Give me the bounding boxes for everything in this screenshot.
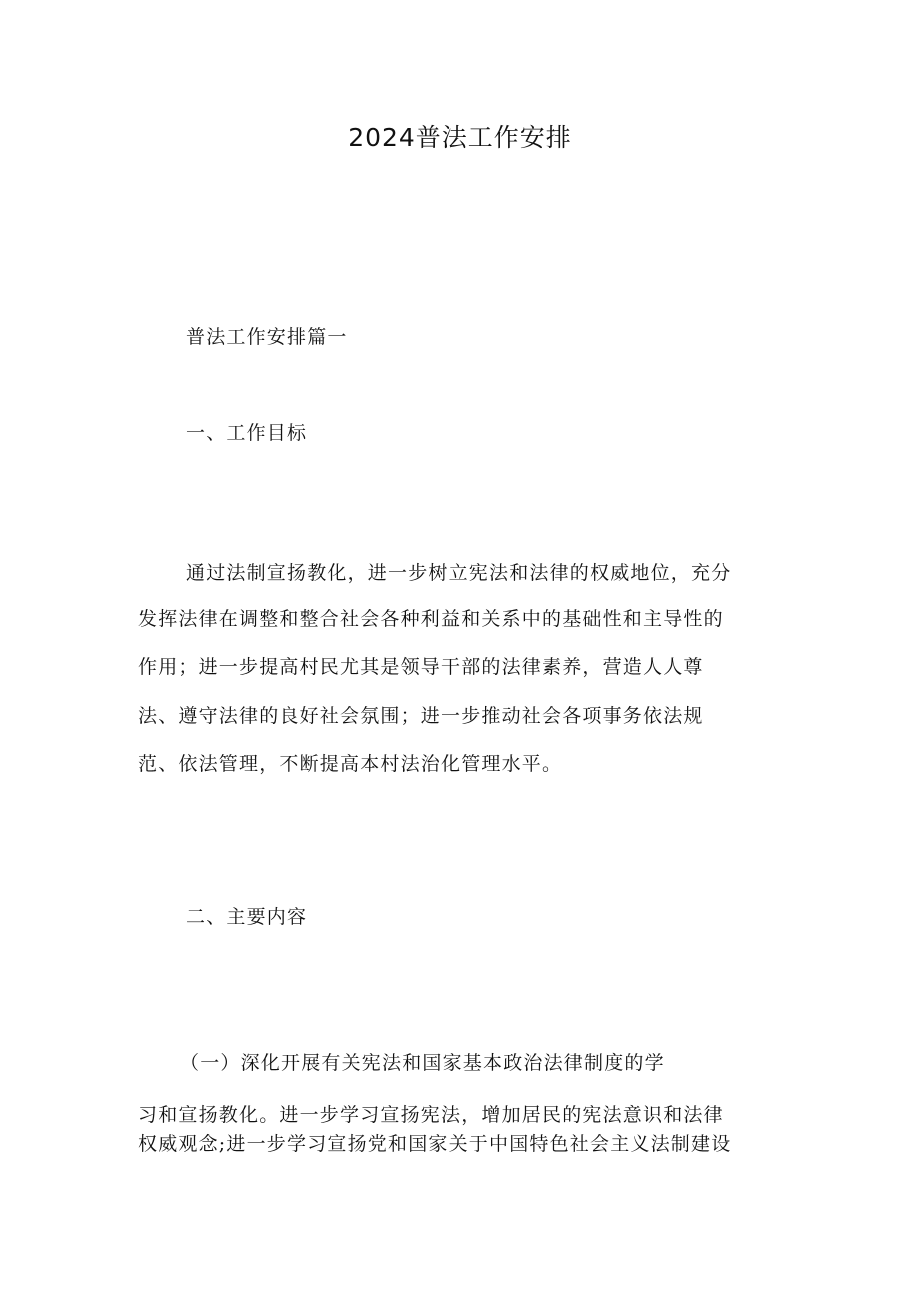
paragraph-line: 发挥法律在调整和整合社会各种利益和关系中的基础性和主导性的: [138, 608, 724, 630]
section-heading: 普法工作安排篇一: [186, 326, 348, 348]
heading-work-goals: 一、工作目标: [186, 422, 308, 444]
document-title: 2024普法工作安排: [348, 123, 572, 152]
paragraph-line: 权威观念;进一步学习宣扬党和国家关于中国特色社会主义法制建设: [138, 1133, 732, 1155]
paragraph-line: 作用；进一步提高村民尤其是领导干部的法律素养，营造人人尊: [138, 656, 704, 678]
paragraph-line: 通过法制宣扬教化，进一步树立宪法和法律的权威地位，充分: [186, 562, 732, 584]
paragraph-line: 范、依法管理，不断提高本村法治化管理水平。: [138, 753, 563, 775]
paragraph-line: （一）深化开展有关宪法和国家基本政治法律制度的学: [180, 1052, 665, 1074]
paragraph-line: 法、遵守法律的良好社会氛围；进一步推动社会各项事务依法规: [138, 705, 704, 727]
heading-main-content: 二、主要内容: [186, 906, 308, 928]
paragraph-line: 习和宣扬教化。进一步学习宣扬宪法，增加居民的宪法意识和法律: [138, 1104, 724, 1126]
